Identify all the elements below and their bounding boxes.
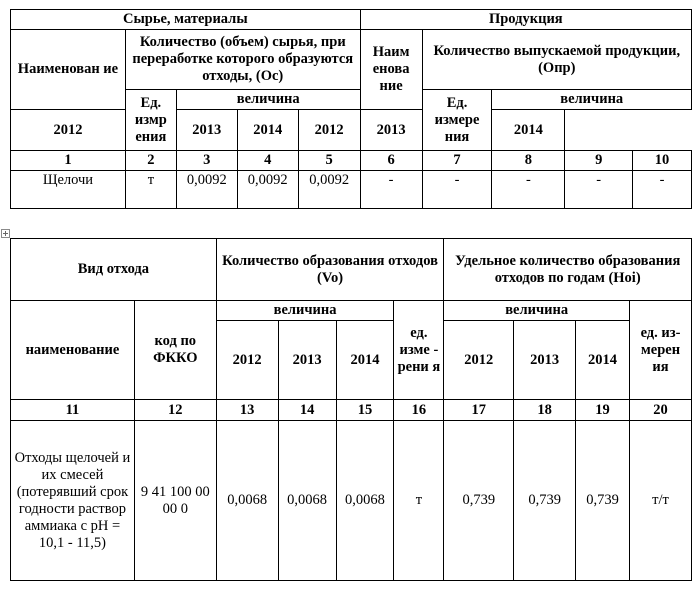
table-cell: 0,0092: [176, 171, 237, 209]
col-value-header: величина: [216, 301, 394, 321]
col-product-name-header: Наим енова ние: [360, 30, 422, 110]
table-cell: -: [360, 171, 422, 209]
column-number: 4: [237, 151, 298, 171]
table-cell: 0,739: [514, 421, 576, 581]
table-cell: Щелочи: [11, 171, 126, 209]
column-number: 1: [11, 151, 126, 171]
column-number: 14: [278, 400, 336, 421]
table-move-handle[interactable]: [1, 229, 10, 238]
year-header: 2012: [298, 110, 360, 151]
table-cell: -: [633, 171, 692, 209]
column-number: 6: [360, 151, 422, 171]
table-cell: т: [125, 171, 176, 209]
year-header: 2013: [278, 321, 336, 400]
table-cell: 0,0068: [278, 421, 336, 581]
table-row: [11, 171, 692, 209]
year-header: 2013: [514, 321, 576, 400]
col-value-header: величина: [176, 90, 360, 110]
table-cell: 0,0092: [298, 171, 360, 209]
table-cell: Отходы щелочей и их смесей (потерявший срок годности раствор аммиака с рН = 10,1 - 11,5): [11, 421, 135, 581]
column-number: 2: [125, 151, 176, 171]
column-number: 19: [576, 400, 630, 421]
table-cell: т/т: [629, 421, 691, 581]
table-cell: -: [422, 171, 492, 209]
header-products: Продукция: [360, 10, 691, 30]
table-cell: т: [394, 421, 444, 581]
table-row: [11, 421, 692, 581]
table-cell: 0,0068: [336, 421, 394, 581]
column-number: 17: [444, 400, 514, 421]
column-number: 18: [514, 400, 576, 421]
column-number: 12: [134, 400, 216, 421]
col-name-header: Наименован ие: [11, 30, 126, 110]
year-header: 2014: [237, 110, 298, 151]
col-unit-header: Ед. измр ения: [125, 90, 176, 151]
column-number: 16: [394, 400, 444, 421]
header-waste-type: Вид отхода: [11, 239, 217, 301]
header-waste-quantity: Количество образования отходов (Vo): [216, 239, 444, 301]
table-cell: 9 41 100 00 00 0: [134, 421, 216, 581]
col-unit-header: ед. изме - рени я: [394, 301, 444, 400]
year-header: 2013: [360, 110, 422, 151]
year-header: 2012: [216, 321, 278, 400]
col-raw-quantity-header: Количество (объем) сырья, при переработке которого образуются отходы, (Ос): [125, 30, 360, 90]
column-number: 13: [216, 400, 278, 421]
col-product-quantity-header: Количество выпускаемой продукции, (Опр): [422, 30, 691, 90]
column-number: 9: [565, 151, 633, 171]
year-header: 2012: [11, 110, 126, 151]
col-product-value-header: величина: [492, 90, 692, 110]
col-product-unit-header: Ед. измере ния: [422, 90, 492, 151]
year-header: 2014: [336, 321, 394, 400]
column-number: 20: [629, 400, 691, 421]
col-value2-header: величина: [444, 301, 630, 321]
table-cell: -: [492, 171, 565, 209]
column-number: 8: [492, 151, 565, 171]
waste-generation-table: [10, 238, 692, 581]
header-raw-materials: Сырье, материалы: [11, 10, 361, 30]
col-unit2-header: ед. из- мерен ия: [629, 301, 691, 400]
year-header: 2013: [176, 110, 237, 151]
column-number: 3: [176, 151, 237, 171]
year-header: 2014: [576, 321, 630, 400]
table-cell: 0,739: [444, 421, 514, 581]
col-waste-name-header: наименование: [11, 301, 135, 400]
header-specific-quantity: Удельное количество образования отходов по годам (Hoi): [444, 239, 692, 301]
table-cell: 0,739: [576, 421, 630, 581]
col-code-header: код по ФККО: [134, 301, 216, 400]
column-number: 5: [298, 151, 360, 171]
column-number: 15: [336, 400, 394, 421]
year-header: 2012: [444, 321, 514, 400]
year-header: 2014: [492, 110, 565, 151]
table-cell: 0,0068: [216, 421, 278, 581]
table-cell: -: [565, 171, 633, 209]
table-cell: 0,0092: [237, 171, 298, 209]
column-number: 7: [422, 151, 492, 171]
raw-materials-products-table: [10, 9, 692, 209]
column-number: 11: [11, 400, 135, 421]
column-number: 10: [633, 151, 692, 171]
